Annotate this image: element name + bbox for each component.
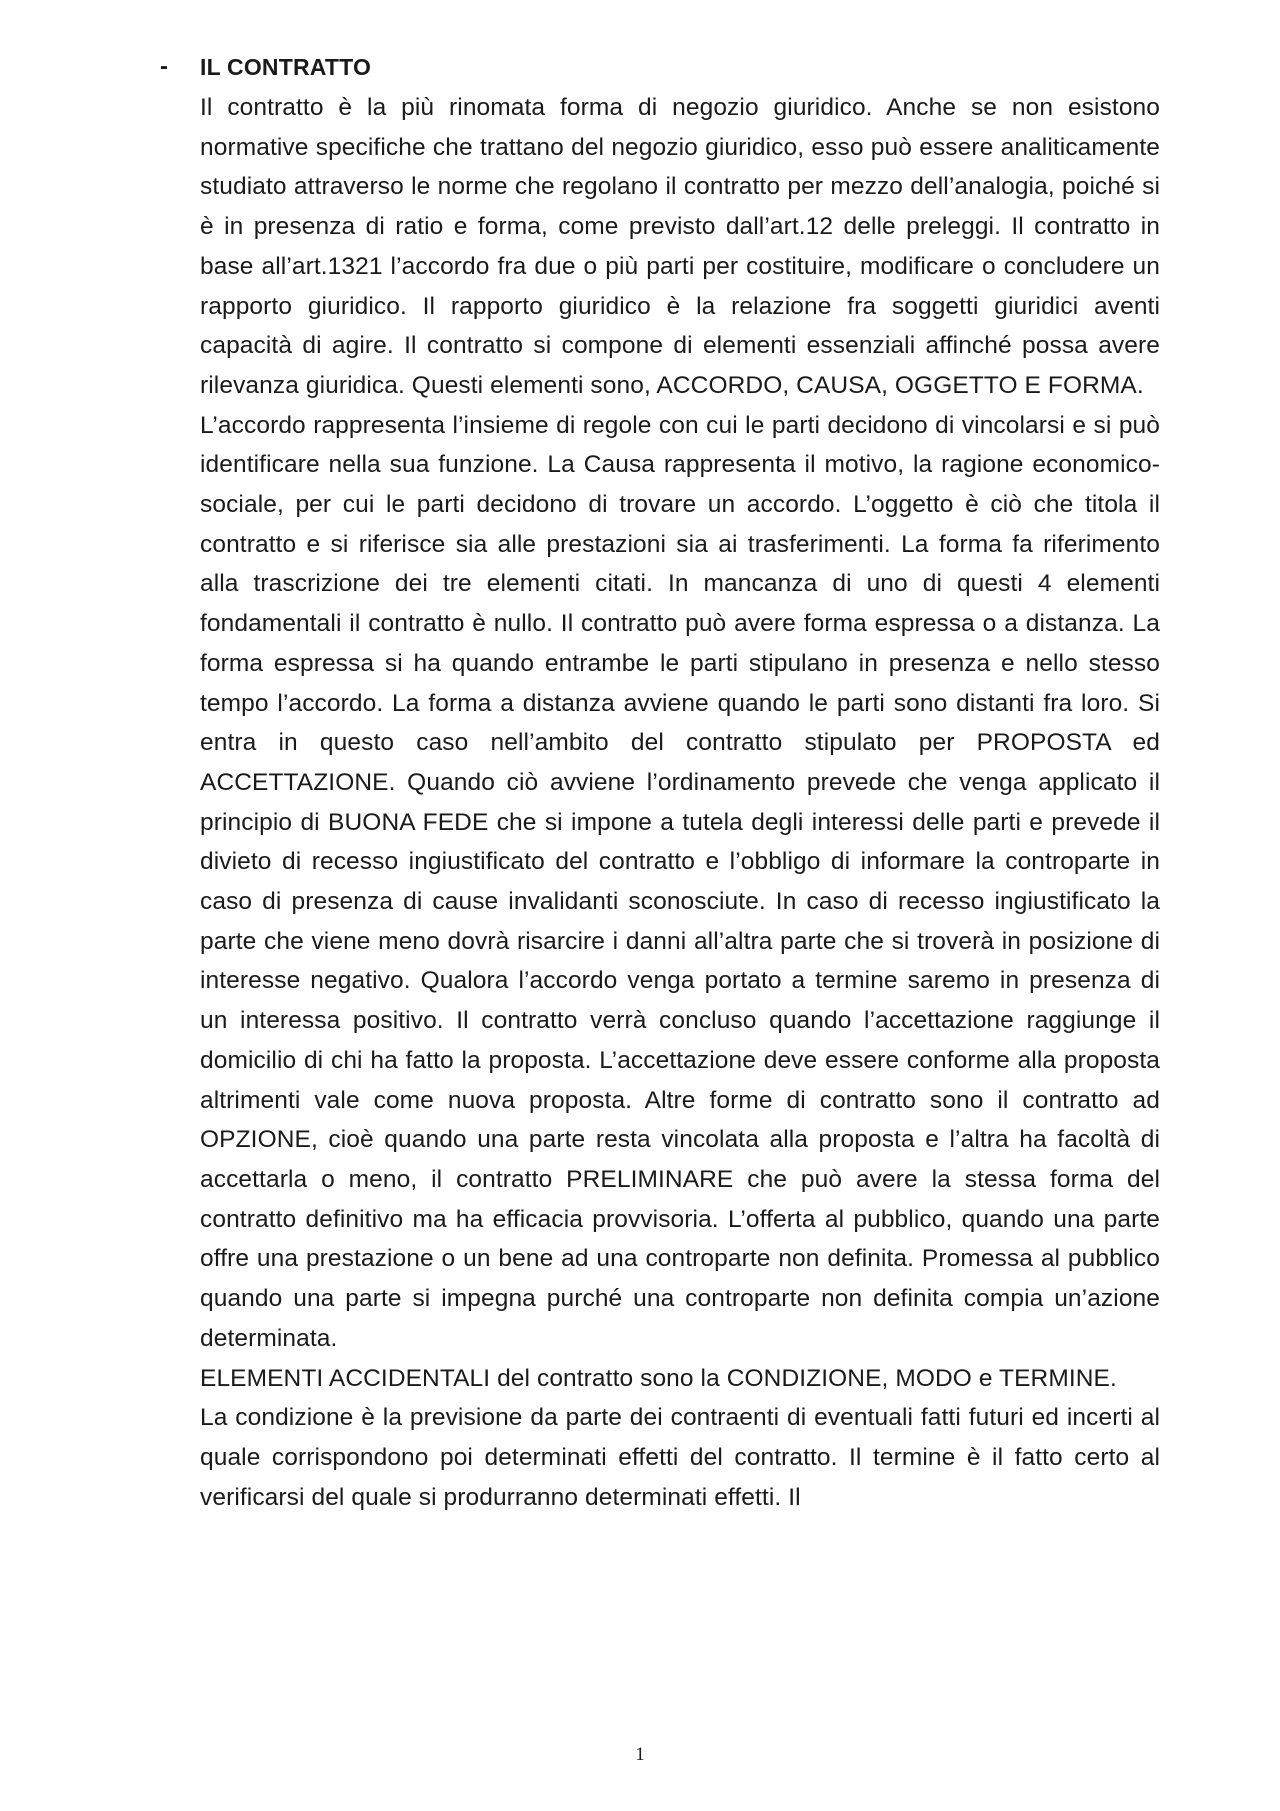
paragraph-condition: La condizione è la previsione da parte dei contraenti di eventuali fatti futuri ed incerti al quale corrispondono poi determinati effetti del contratto. Il termine è il fatto certo al verificarsi del quale si produrranno determinati effetti. Il: [200, 1404, 1160, 1511]
paragraph-accidental-elements: ELEMENTI ACCIDENTALI del contratto sono la CONDIZIONE, MODO e TERMINE.: [200, 1364, 1117, 1392]
paragraph-elements: L’accordo rappresenta l’insieme di regole con cui le parti decidono di vincolarsi e si può identificare nella sua funzione. La Causa rappresenta il motivo, la ragione economico-sociale, per cui le parti decidono di trovare un accordo. L’oggetto è ciò che titola il contratto e si riferisce sia alle prestazioni sia ai trasferimenti. La forma fa riferimento alla trascrizione dei tre elementi citati. In mancanza di uno di questi 4 elementi fondamentali il contratto è nullo. Il contratto può avere forma espressa o a distanza. La forma espressa si ha quando entrambe le parti stipulano in presenza e nello stesso tempo l’accordo. La forma a distanza avviene quando le parti sono distanti fra loro. Si entra in questo caso nell’ambito del contratto stipulato per PROPOSTA ed ACCETTAZIONE. Quando ciò avviene l’ordinamento prevede che venga applicato il principio di BUONA FEDE che si impone a tutela degli interessi delle parti e prevede il divieto di recesso ingiustificato del contratto e l’obbligo di informare la controparte in caso di presenza di cause invalidanti sconosciute. In caso di recesso ingiustificato la parte che viene meno dovrà risarcire i danni all’altra parte che si troverà in posizione di interesse negativo. Qualora l’accordo venga portato a termine saremo in presenza di un interessa positivo. Il contratto verrà concluso quando l’accettazione raggiunge il domicilio di chi ha fatto la proposta. L’accettazione deve essere conforme alla proposta altrimenti vale come nuova proposta. Altre forme di contratto sono il contratto ad OPZIONE, cioè quando una parte resta vincolata alla proposta e l’altra ha facoltà di accettarla o meno, il contratto PRELIMINARE che può avere la stessa forma del contratto definitivo ma ha efficacia provvisoria. L’offerta al pubblico, quando una parte offre una prestazione o un bene ad una controparte non definita. Promessa al pubblico quando una parte si impegna purché una controparte non definita compia un’azione determinata.: [200, 411, 1160, 1352]
document-body: [200, 52, 1160, 1517]
paragraph-intro: Il contratto è la più rinomata forma di negozio giuridico. Anche se non esistono normative specifiche che trattano del negozio giuridico, esso può essere analiticamente studiato attraverso le norme che regolano il contratto per mezzo dell’analogia, poiché si è in presenza di ratio e forma, come previsto dall’art.12 delle preleggi. Il contratto in base all’art.1321 l’accordo fra due o più parti per costituire, modificare o concludere un rapporto giuridico. Il rapporto giuridico è la relazione fra soggetti giuridici aventi capacità di agire. Il contratto si compone di elementi essenziali affinché possa avere rilevanza giuridica. Questi elementi sono, ACCORDO, CAUSA, OGGETTO E FORMA.: [200, 94, 1160, 399]
list-bullet: -: [160, 53, 168, 80]
page-number: 1: [635, 1744, 645, 1765]
section-heading: IL CONTRATTO: [200, 54, 372, 80]
